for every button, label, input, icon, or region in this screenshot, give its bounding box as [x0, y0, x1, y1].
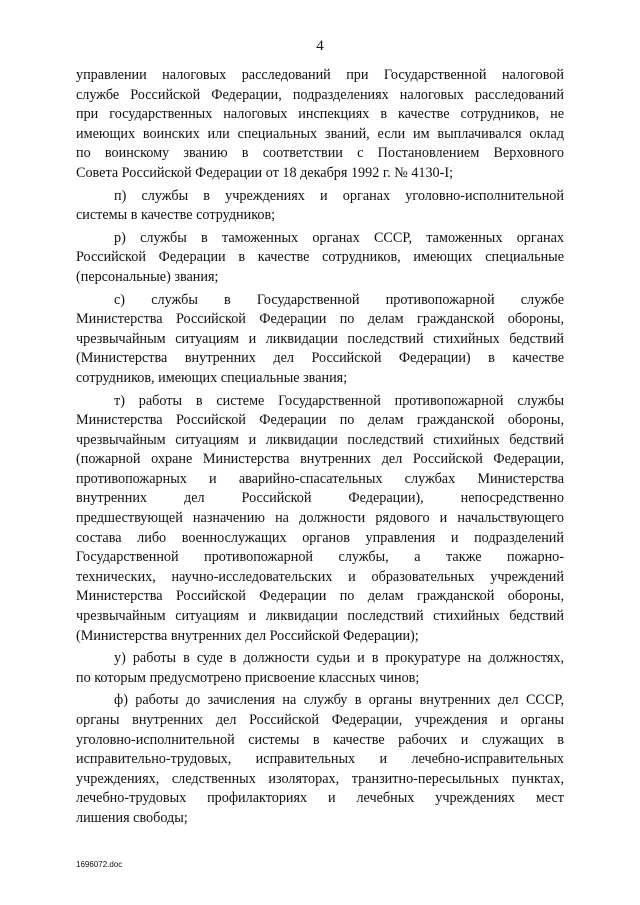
text-line: Министерства Российской Федерации по делам гражданской обороны,	[76, 311, 564, 328]
text-line: Государственной противопожарной службы, а также пожарно-	[76, 549, 564, 566]
paragraph	[76, 66, 564, 184]
text-line: т) работы в системе Государственной противопожарной службы	[114, 392, 564, 409]
text-line: службе Российской Федерации, подразделениях налоговых расследований	[76, 86, 564, 103]
text-line: р) службы в таможенных органах СССР, таможенных органах	[114, 229, 564, 246]
text-line: системы в качестве сотрудников;	[76, 207, 276, 224]
text-line: (Министерства внутренних дел Российской Федерации) в качестве	[76, 350, 564, 367]
text-line: с) службы в Государственной противопожарной службе	[114, 291, 564, 308]
paragraph	[76, 187, 564, 226]
footer-doc-id: 1696072.doc	[76, 860, 123, 869]
page-number: 4	[316, 38, 324, 54]
text-line: внутренних дел Российской Федерации), непосредственно	[76, 490, 564, 507]
text-line: (пожарной охране Министерства внутренних дел Российской Федерации,	[76, 451, 564, 468]
paragraph	[76, 691, 564, 828]
text-line: противопожарных и аварийно-спасательных службах Министерства	[76, 470, 564, 487]
text-line: лечебно-трудовых профилакториях и лечебных учреждениях мест	[76, 790, 564, 807]
text-line: при государственных налоговых инспекциях в качестве сотрудников, не	[76, 106, 564, 123]
text-line: по воинскому званию в соответствии с Постановлением Верховного	[76, 145, 564, 162]
text-line: лишения свободы;	[76, 809, 188, 826]
text-line: уголовно-исполнительной системы в качестве рабочих и служащих в	[76, 731, 564, 748]
text-line: чрезвычайным ситуациям и ликвидации последствий стихийных бедствий	[76, 608, 564, 625]
paragraph	[76, 229, 564, 288]
text-line: Министерства Российской Федерации по делам гражданской обороны,	[76, 588, 564, 605]
text-line: чрезвычайным ситуациям и ликвидации последствий стихийных бедствий	[76, 431, 564, 448]
paragraph	[76, 291, 564, 389]
document-body	[76, 66, 564, 829]
text-line: у) работы в суде в должности судьи и в прокуратуре на должностях,	[114, 650, 564, 667]
text-line: (Министерства внутренних дел Российской Федерации);	[76, 627, 419, 644]
paragraph	[76, 649, 564, 688]
text-line: ф) работы до зачисления на службу в органы внутренних дел СССР,	[114, 692, 564, 709]
text-line: состава либо военнослужащих органов управления и подразделений	[76, 529, 564, 546]
text-line: имеющих воинских или специальных званий, если им выплачивался оклад	[76, 125, 564, 142]
text-line: Российской Федерации в качестве сотрудников, имеющих специальные	[76, 249, 564, 266]
text-line: сотрудников, имеющих специальные звания;	[76, 369, 348, 386]
text-line: управлении налоговых расследований при Государственной налоговой	[76, 67, 564, 83]
text-line: по которым предусмотрено присвоение классных чинов;	[76, 669, 420, 686]
text-line: органы внутренних дел Российской Федерации, учреждения и органы	[76, 712, 564, 728]
text-line: исправительно-трудовых, исправительных и лечебно-исправительных	[76, 751, 564, 768]
text-line: технических, научно-исследовательских и образовательных учреждений	[76, 568, 564, 585]
text-line: п) службы в учреждениях и органах уголовно-исполнительной	[114, 187, 564, 204]
text-line: чрезвычайным ситуациям и ликвидации последствий стихийных бедствий	[76, 330, 564, 347]
text-line: (персональные) звания;	[76, 268, 219, 285]
text-line: Совета Российской Федерации от 18 декабря 1992 г. № 4130-I;	[76, 164, 454, 181]
text-line: Министерства Российской Федерации по делам гражданской обороны,	[76, 412, 564, 429]
text-line: учреждениях, следственных изоляторах, транзитно-пересыльных пунктах,	[76, 770, 564, 787]
paragraph	[76, 392, 564, 647]
text-line: предшествующей назначению на должности рядового и начальствующего	[76, 510, 564, 527]
